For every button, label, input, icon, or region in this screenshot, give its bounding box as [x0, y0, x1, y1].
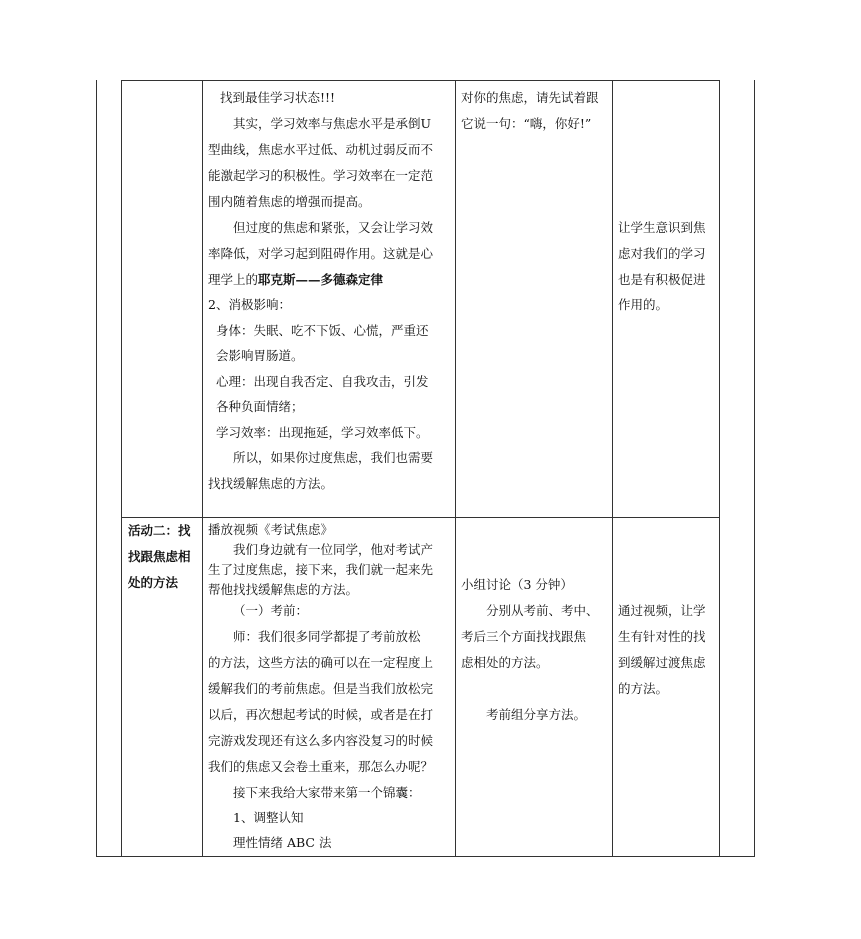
- content-line: 2、消极影响：: [208, 297, 291, 312]
- student-line: 虑相处的方法。: [461, 655, 549, 670]
- intent-line: 的方法。: [618, 681, 669, 696]
- activity-line: 处的方法: [128, 575, 179, 590]
- intent-line: 作用的。: [618, 297, 669, 312]
- content-line: 学习效率：出现拖延，学习效率低下。: [216, 425, 429, 440]
- intent-line: 让学生意识到焦: [618, 220, 706, 235]
- intent-line: 到缓解过渡焦虑: [618, 655, 706, 670]
- content-line: 完游戏发现还有这么多内容没复习的时候: [208, 733, 434, 748]
- content-line: 会影响胃肠道。: [216, 348, 304, 363]
- content-line: 心理：出现自我否定、自我攻击，引发: [216, 374, 429, 389]
- content-line: 生了过度焦虑，接下来，我们就一起来先: [208, 562, 434, 577]
- content-line: 播放视频《考试焦虑》: [208, 522, 334, 537]
- table-border-a: [121, 80, 122, 857]
- content-line: 缓解我们的考前焦虑。但是当我们放松完: [208, 681, 434, 696]
- content-line: 的方法，这些方法的确可以在一定程度上: [208, 655, 434, 670]
- table-border-d: [612, 80, 613, 857]
- content-line: 找到最佳学习状态!!!: [220, 90, 336, 105]
- intent-line: 虑对我们的学习: [618, 246, 706, 261]
- content-line: 但过度的焦虑和紧张，又会让学习效: [233, 220, 434, 235]
- content-line: （一）考前：: [233, 603, 309, 618]
- table-border-c: [455, 80, 456, 857]
- activity-line: 活动二：找: [128, 523, 191, 538]
- law-name: 耶克斯——多德森定律: [258, 272, 384, 287]
- content-line: 能激起学习的积极性。学习效率在一定范: [208, 168, 434, 183]
- table-border-bottom: [96, 856, 755, 857]
- table-border-right: [754, 80, 755, 857]
- content-line: 围内随着焦虑的增强而提高。: [208, 194, 371, 209]
- content-line: [208, 267, 383, 293]
- content-line: 型曲线，焦虑水平过低、动机过弱反而不: [208, 142, 434, 157]
- content-line: 找找缓解焦虑的方法。: [208, 476, 334, 491]
- intent-line: 生有针对性的找: [618, 629, 706, 644]
- content-line: 帮他找找缓解焦虑的方法。: [208, 582, 359, 597]
- content-line: 1、调整认知: [233, 810, 304, 825]
- content-line: 我们身边就有一位同学，他对考试产: [233, 542, 434, 557]
- table-border-left: [96, 80, 97, 857]
- content-line: 师：我们很多同学都提了考前放松: [233, 629, 421, 644]
- student-line: 对你的焦虑，请先试着跟: [461, 90, 599, 105]
- content-line: 接下来我给大家带来第一个锦囊：: [233, 785, 421, 800]
- intent-line: 也是有积极促进: [618, 272, 706, 287]
- student-line: 分别从考前、考中、: [486, 603, 599, 618]
- content-line: 率降低，对学习起到阻碍作用。这就是心: [208, 246, 434, 261]
- content-line: 身体：失眠、吃不下饭、心慌，严重还: [216, 323, 429, 338]
- content-line: 各种负面情绪；: [216, 399, 304, 414]
- content-line: 理性情绪 ABC 法: [233, 835, 332, 850]
- table-border-b: [202, 80, 203, 857]
- intent-line: 通过视频，让学: [618, 603, 706, 618]
- row-separator: [121, 517, 719, 518]
- content-text: 理学上的: [208, 272, 259, 287]
- activity-line: 找跟焦虑相: [128, 549, 191, 564]
- table-border-e: [719, 80, 720, 857]
- student-line: 考前组分享方法。: [486, 707, 587, 722]
- content-line: 我们的焦虑又会卷土重来，那怎么办呢？: [208, 759, 434, 774]
- content-line: 所以，如果你过度焦虑，我们也需要: [233, 450, 434, 465]
- student-line: 小组讨论（3 分钟）: [461, 577, 573, 592]
- student-line: 考后三个方面找找跟焦: [461, 629, 587, 644]
- content-line: 其实，学习效率与焦虑水平是承倒U: [233, 116, 432, 131]
- table-border-top: [121, 80, 719, 81]
- student-line: 它说一句：“嗨，你好!”: [461, 116, 592, 131]
- content-line: 以后，再次想起考试的时候，或者是在打: [208, 707, 434, 722]
